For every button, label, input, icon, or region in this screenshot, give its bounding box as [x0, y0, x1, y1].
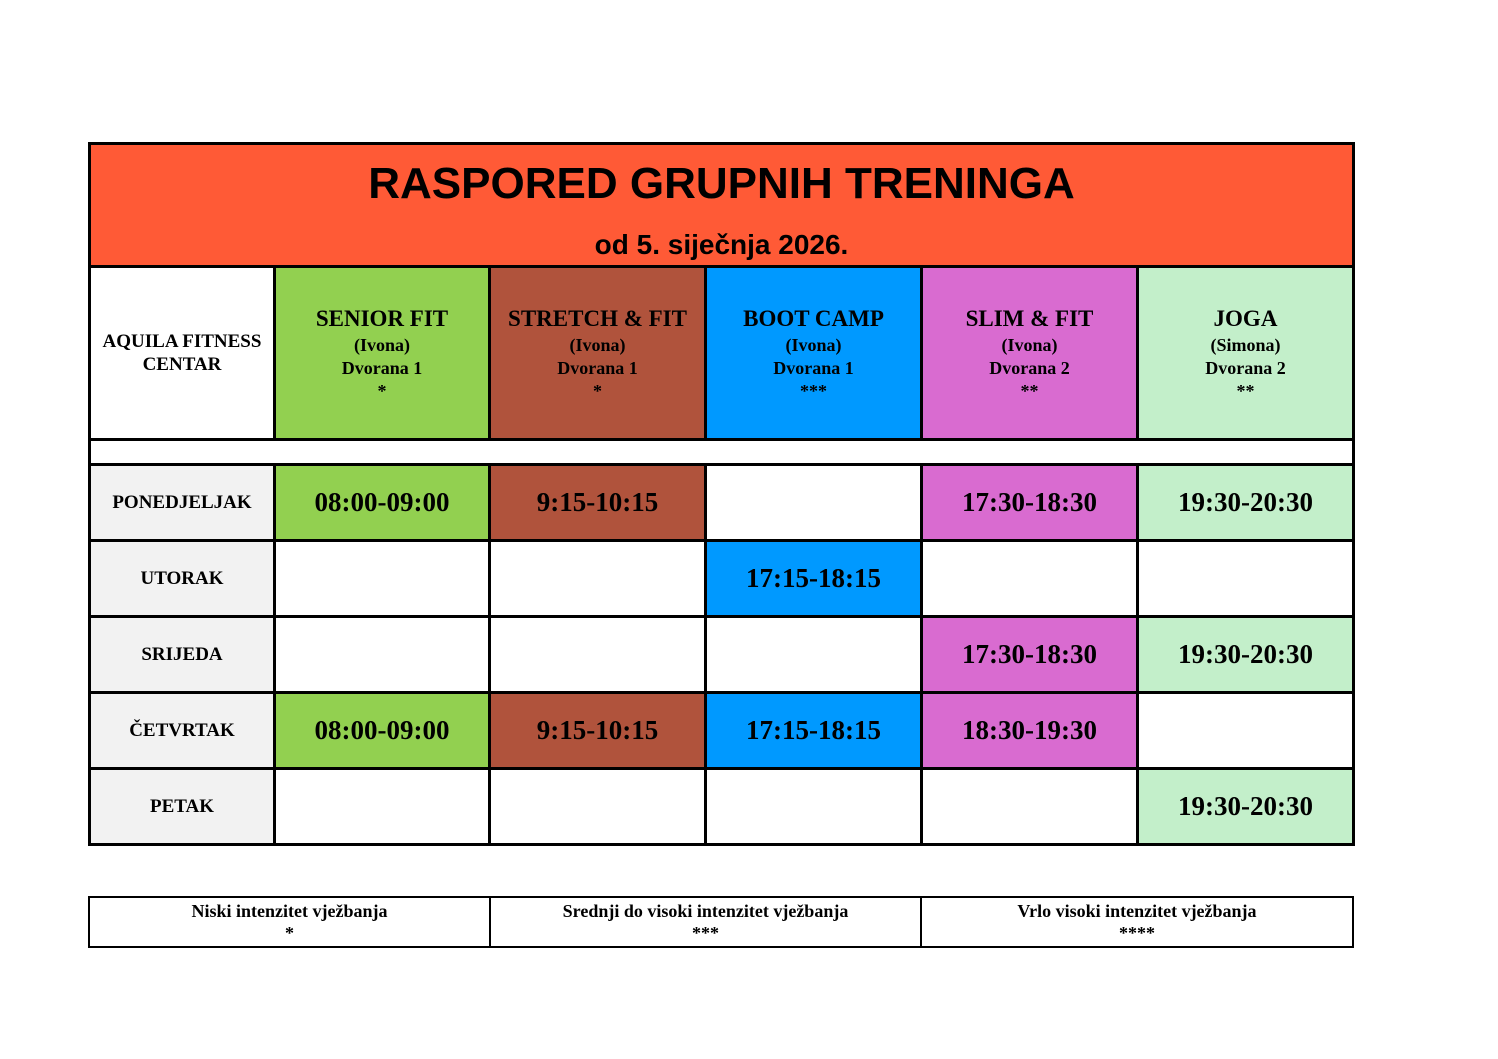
- class-trainer: (Ivona): [1001, 334, 1058, 355]
- day-row: [90, 617, 1354, 693]
- time-slot: [922, 769, 1138, 845]
- time-slot: [922, 541, 1138, 617]
- class-name: STRETCH & FIT: [508, 305, 687, 331]
- legend-item: [89, 897, 490, 947]
- class-header: [922, 267, 1138, 440]
- time-slot: [490, 617, 706, 693]
- time-slot: 19:30-20:30: [1138, 465, 1354, 541]
- time-slot: 19:30-20:30: [1138, 617, 1354, 693]
- legend-item: [921, 897, 1353, 947]
- class-name: JOGA: [1213, 305, 1278, 331]
- gym-name-line2: CENTAR: [142, 354, 222, 375]
- day-label: PONEDJELJAK: [90, 465, 275, 541]
- time-slot: [490, 541, 706, 617]
- class-header: [275, 267, 490, 440]
- legend-stars: *: [285, 923, 294, 943]
- legend-item: [490, 897, 921, 947]
- class-name: SENIOR FIT: [315, 305, 449, 331]
- legend-stars: ***: [692, 923, 719, 943]
- day-label: SRIJEDA: [90, 617, 275, 693]
- time-slot: 18:30-19:30: [922, 693, 1138, 769]
- time-slot: 17:15-18:15: [706, 693, 922, 769]
- schedule-table: [88, 142, 1355, 846]
- time-slot: [706, 465, 922, 541]
- page-subtitle: od 5. siječnja 2026.: [594, 229, 849, 260]
- legend-label: Niski intenzitet vježbanja: [191, 901, 388, 921]
- time-slot: 17:30-18:30: [922, 617, 1138, 693]
- class-header: [1138, 267, 1354, 440]
- class-hall: Dvorana 2: [989, 357, 1070, 378]
- class-trainer: (Simona): [1210, 334, 1281, 355]
- class-hall: Dvorana 1: [341, 357, 423, 378]
- spacer-row: [90, 440, 1354, 465]
- class-trainer: (Ivona): [353, 334, 410, 355]
- class-intensity: *: [377, 380, 387, 401]
- class-header: [490, 267, 706, 440]
- class-header: [706, 267, 922, 440]
- day-row: [90, 465, 1354, 541]
- legend-label: Vrlo visoki intenzitet vježbanja: [1017, 901, 1257, 921]
- time-slot: [490, 769, 706, 845]
- class-intensity: *: [593, 380, 602, 401]
- class-trainer: (Ivona): [785, 334, 842, 355]
- time-slot: 9:15-10:15: [490, 693, 706, 769]
- time-slot: 08:00-09:00: [275, 693, 490, 769]
- class-intensity: **: [1020, 380, 1039, 401]
- legend-label: Srednji do visoki intenzitet vježbanja: [562, 901, 849, 921]
- spacer-cell: [90, 440, 1354, 465]
- page-title: RASPORED GRUPNIH TRENINGA: [368, 159, 1075, 208]
- legend-stars: ****: [1119, 923, 1155, 943]
- time-slot: [706, 769, 922, 845]
- time-slot: [706, 617, 922, 693]
- day-row: [90, 769, 1354, 845]
- class-name: SLIM & FIT: [965, 305, 1094, 331]
- time-slot: 08:00-09:00: [275, 465, 490, 541]
- title-banner: [90, 144, 1354, 267]
- day-label: PETAK: [90, 769, 275, 845]
- class-intensity: ***: [800, 380, 827, 401]
- time-slot: 9:15-10:15: [490, 465, 706, 541]
- time-slot: 19:30-20:30: [1138, 769, 1354, 845]
- gym-name-line1: AQUILA FITNESS: [102, 331, 262, 352]
- time-slot: 17:30-18:30: [922, 465, 1138, 541]
- time-slot: [275, 617, 490, 693]
- class-trainer: (Ivona): [569, 334, 626, 355]
- gym-name-cell: [90, 267, 275, 440]
- class-name: BOOT CAMP: [743, 305, 884, 331]
- intensity-legend: [88, 896, 1354, 948]
- class-intensity: **: [1236, 380, 1255, 401]
- class-hall: Dvorana 1: [557, 357, 638, 378]
- time-slot: [275, 769, 490, 845]
- time-slot: [1138, 693, 1354, 769]
- day-label: UTORAK: [90, 541, 275, 617]
- time-slot: [1138, 541, 1354, 617]
- class-hall: Dvorana 1: [773, 357, 854, 378]
- day-label: ČETVRTAK: [90, 693, 275, 769]
- day-row: [90, 541, 1354, 617]
- day-row: [90, 693, 1354, 769]
- time-slot: [275, 541, 490, 617]
- class-hall: Dvorana 2: [1205, 357, 1286, 378]
- time-slot: 17:15-18:15: [706, 541, 922, 617]
